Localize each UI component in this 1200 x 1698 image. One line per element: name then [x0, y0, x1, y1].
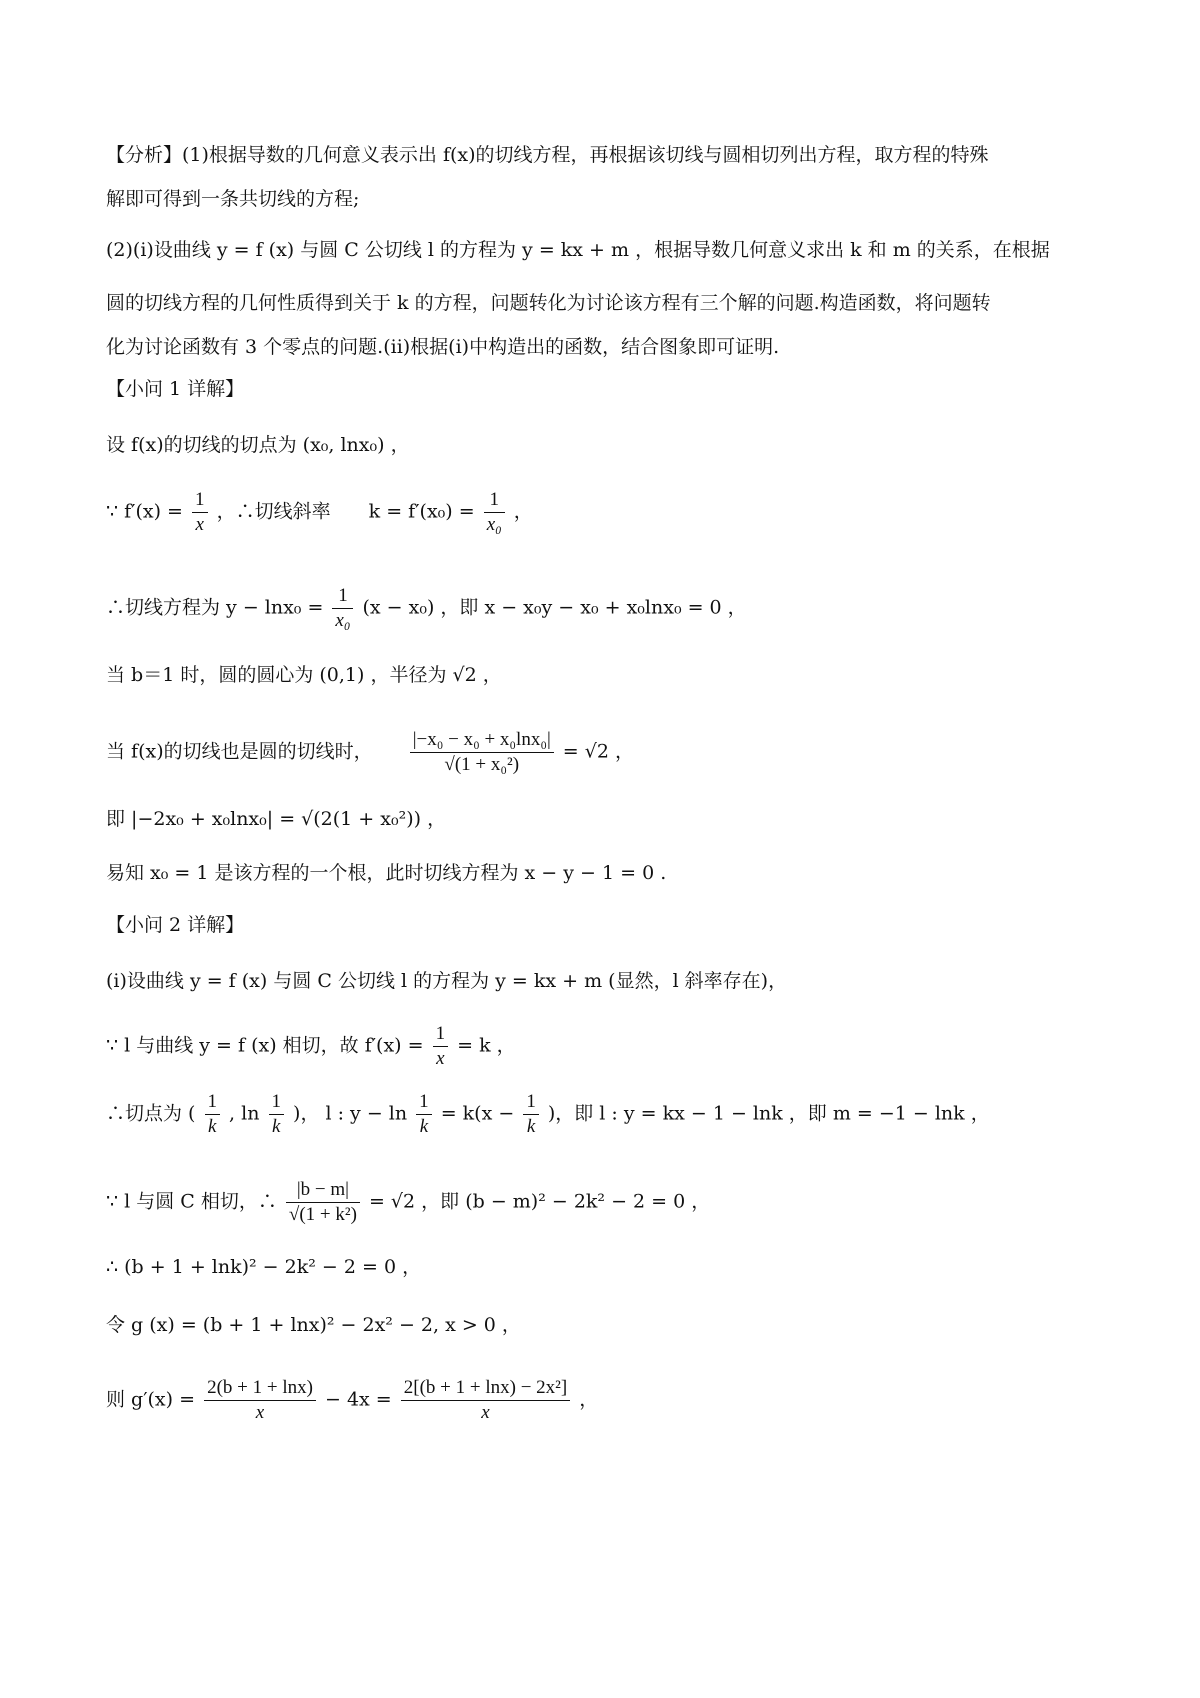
tangent-eq-text: ∴切线方程为 y − lnx₀ = [106, 596, 330, 619]
comma: ， [513, 500, 533, 523]
fraction-1-over-x0: $\frac{1}{\text{x₀}}$ [484, 488, 505, 537]
analysis-line-1: 【分析】(1)根据导数的几何意义表示出 f(x)的切线方程，再根据该切线与圆相切列出方程，取方程的特殊 [106, 144, 989, 166]
analysis-line-2: 解即可得到一条共切线的方程; [106, 188, 360, 210]
part2-line-4 [106, 1178, 710, 1227]
bm-equation: = √2 ，即 (b − m)² − 2k² − 2 = 0 ， [368, 1190, 711, 1213]
line-l-text: )， l : y − ln [293, 1102, 408, 1125]
fraction-1-over-x0: $\frac{1}{\text{x₀}}$ [332, 584, 353, 633]
slope-expr: k = f′(x₀) = [368, 500, 481, 523]
part1-line-2 [106, 488, 533, 537]
derivative-text: ∵ f′(x) = [106, 500, 190, 523]
analysis-line-3: (2)(i)设曲线 y = f (x) 与圆 C 公切线 l 的方程为 y = kx + m ，根据导数几何意义求出 k 和 m 的关系，在根据 [106, 239, 1050, 261]
part2-line-1: (i)设曲线 y = f (x) 与圆 C 公切线 l 的方程为 y = kx + m (显然，l 斜率存在)， [106, 970, 788, 992]
tangent-condition-text: 当 f(x)的切线也是圆的切线时， [106, 740, 373, 763]
fraction-1-over-k: $\frac{1}{k}$ [269, 1090, 285, 1139]
slope-label: ，∴切线斜率 [216, 500, 331, 523]
part2-line-2 [106, 1022, 516, 1071]
distance-fraction: $\frac{\text{|−x₀ − x₀ + x₀lnx₀|}}{\text{√(1 + x₀²)}}$ [410, 728, 554, 777]
tangent-point-text: ∴切点为 ( [106, 1102, 196, 1125]
part2-line-3 [106, 1090, 990, 1139]
part1-line-5 [106, 728, 634, 777]
g-prime-fraction-2: $\frac{\text{2[(b + 1 + lnx) − 2x²]}}{x}$ [401, 1376, 570, 1425]
part1-line-4: 当 b＝1 时，圆的圆心为 (0,1) ，半径为 √2 ， [106, 664, 502, 686]
ln-text: , ln [229, 1102, 260, 1125]
fraction-1-over-k: $\frac{1}{k}$ [523, 1090, 539, 1139]
g-prime-fraction-1: $\frac{2(b + 1 + \ln x)}{x}$ [204, 1376, 316, 1425]
part2-heading: 【小问 2 详解】 [106, 914, 245, 936]
part1-line-1: 设 f(x)的切线的切点为 (x₀, lnx₀) ， [106, 434, 410, 456]
tangent-eq-rest: (x − x₀) ，即 x − x₀y − x₀ + x₀lnx₀ = 0 ， [362, 596, 747, 619]
analysis-line-5: 化为讨论函数有 3 个零点的问题.(ii)根据(i)中构造出的函数，结合图象即可证明. [106, 336, 780, 358]
minus-4x: − 4x = [324, 1388, 398, 1411]
part2-line-5: ∴ (b + 1 + lnk)² − 2k² − 2 = 0 ， [106, 1256, 422, 1278]
part1-line-3 [106, 584, 747, 633]
fraction-1-over-x: $\frac{1}{x}$ [192, 488, 208, 537]
equals-k: = k ， [457, 1034, 516, 1057]
equals-sqrt2: = √2 ， [562, 740, 634, 763]
distance-fraction-bm: $\frac{|b - m|}{\text{√(1 + k²)}}$ [286, 1178, 360, 1227]
m-relation-text: )，即 l : y = kx − 1 − lnk ，即 m = −1 − lnk ， [547, 1102, 990, 1125]
k-times-text: = k(x − [440, 1102, 515, 1125]
part1-line-7: 易知 x₀ = 1 是该方程的一个根，此时切线方程为 x − y − 1 = 0 . [106, 862, 667, 884]
fraction-1-over-k: $\frac{1}{k}$ [205, 1090, 221, 1139]
circle-tangent-text: ∵ l 与圆 C 相切，∴ [106, 1190, 277, 1213]
comma: ， [579, 1388, 599, 1411]
part1-heading: 【小问 1 详解】 [106, 378, 245, 400]
fraction-1-over-x: $\frac{1}{x}$ [433, 1022, 449, 1071]
tangency-text: ∵ l 与曲线 y = f (x) 相切，故 f′(x) = [106, 1034, 430, 1057]
part1-line-6: 即 |−2x₀ + x₀lnx₀| = √(2(1 + x₀²)) ， [106, 808, 447, 830]
g-prime-text: 则 g′(x) = [106, 1388, 202, 1411]
analysis-line-4: 圆的切线方程的几何性质得到关于 k 的方程，问题转化为讨论该方程有三个解的问题.构造函数，将问题转 [106, 292, 991, 314]
part2-line-6: 令 g (x) = (b + 1 + lnx)² − 2x² − 2, x > 0 ， [106, 1314, 521, 1336]
fraction-1-over-k: $\frac{1}{k}$ [416, 1090, 432, 1139]
part2-line-7 [106, 1376, 598, 1425]
